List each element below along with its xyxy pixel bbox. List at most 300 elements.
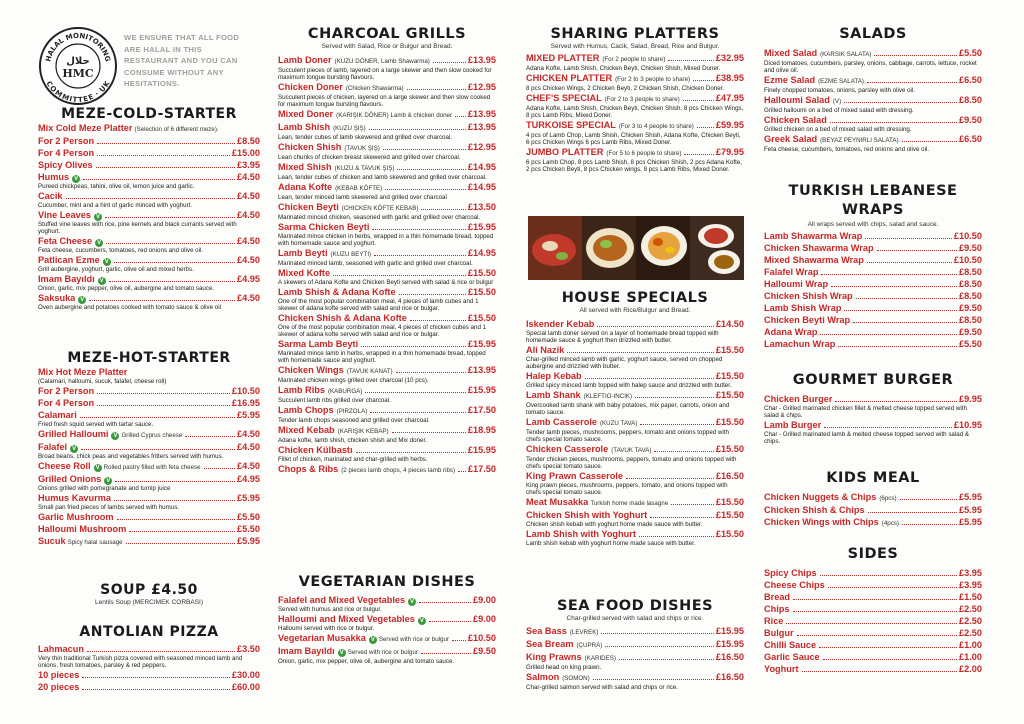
item-name: Sarma Lamb Beyti [278,339,359,349]
menu-item [278,425,496,444]
item-name: Halloumi Wrap [764,279,829,289]
menu-item-row [764,115,982,126]
dot-leader [654,451,713,452]
item-name: For 4 Person [38,398,95,408]
item-price: £4.95 [237,274,260,284]
menu-item-row [38,493,260,504]
item-translation: (KUZU DÖNER, Lamb Shawarma) [334,58,430,65]
item-name: Calamari [38,410,77,420]
item-price: £15.50 [715,371,744,381]
item-name: Garlic Sauce [764,652,820,662]
item-price: £30.00 [231,670,260,680]
dot-leader [374,255,466,256]
item-name: Lamb Shish & Adana Kofte [278,287,396,297]
halal-logo [38,26,118,106]
item-name: 20 pieces [38,682,80,692]
menu-item [526,417,744,443]
item-name: Vegetarian Musakka [278,633,366,643]
menu-item [38,293,260,311]
item-translation: (PIRZOLA) [336,408,368,415]
item-description: One of the most popular combination meal, 4 pieces of chicken cubes and 1 skewer of adana kofte served with salad and rice or bulgar. [278,324,487,338]
menu-item [764,394,982,419]
dot-leader [365,392,466,393]
charcoal-list [278,55,496,476]
item-name: Falafel [38,442,68,452]
wraps-title-line1: TURKISH LEBANESE [788,183,958,199]
item-price: £14.95 [467,182,496,192]
menu-item [278,313,496,338]
item-name: Imam Bayıldı [278,646,335,656]
menu-item [526,120,744,146]
item-name: Chicken Casserole [526,444,609,454]
item-description: Adana kofte, lamb shish, chicken shish and Mix doner. [278,437,427,444]
menu-item [764,231,982,242]
menu-item-row [526,652,744,664]
item-price: £16.95 [231,398,260,408]
item-description: Lean, tender minced lamb skewered and grilled over charcoal [278,194,447,201]
menu-item-row [278,162,496,174]
menu-item-row [278,248,496,260]
item-price: £4.50 [237,191,260,201]
menu-item-row [526,73,744,85]
item-translation: (KARIŞIK DÖNER) Lamb & chicken doner [336,112,453,119]
menu-item-row [278,142,496,154]
wraps-subtitle: All wraps served with chips, salad and sauce. [807,221,939,228]
item-name: MIXED PLATTER [526,53,600,63]
kids-list [764,492,982,529]
item-translation: (TAVUK TAVA) [611,447,652,454]
item-name: Halloumi and Mixed Vegetables [278,614,415,624]
item-name: Chicken Beyti [278,202,339,212]
item-translation: (KABURGA) [327,388,363,395]
item-description: Served with humus and rice or bulgur. [278,606,382,613]
item-translation: (KUZU TAVA) [599,420,638,427]
item-description: Grilled halloumi on a bed of mixed salad with dressing. [764,107,914,114]
menu-item-row [764,48,982,60]
item-price: £9.50 [959,115,982,125]
meze-hot-title: MEZE-HOT-STARTER [67,350,231,366]
item-price: £1.00 [959,652,982,662]
item-translation: (KARIŞIK KEBAP) [337,428,389,435]
item-price: £15.95 [467,222,496,232]
dot-leader [819,647,957,648]
dot-leader [433,62,466,63]
menu-item-row [38,255,260,266]
menu-item-row [526,120,744,132]
item-translation: (KUZU ŞIŞ) [333,125,366,132]
burger-list [764,394,982,445]
menu-item-row [38,512,260,523]
menu-item-row [764,505,982,516]
menu-item-row [38,410,260,421]
item-translation: (TAVUK ŞIŞ) [344,145,380,152]
dot-leader [97,393,230,394]
item-translation: (TAVUK KANAT) [346,368,393,375]
menu-item-row [526,147,744,159]
item-price: £17.50 [467,464,496,474]
dot-leader [835,401,957,402]
item-price: £5.50 [237,524,260,534]
dot-leader [105,217,235,218]
dot-leader [874,55,957,56]
dot-leader [97,405,230,406]
menu-item-row [764,394,982,405]
item-name: TURKOISE SPECIAL [526,120,616,130]
dot-leader [117,519,235,520]
menu-item [278,287,496,312]
dot-leader [109,281,235,282]
item-price: £9.00 [473,614,496,624]
vegetarian-icon: V [99,278,104,284]
menu-item-row [38,160,260,171]
menu-item-row [764,95,982,107]
item-name: Chicken Shish Wrap [764,291,853,301]
menu-item [764,75,982,94]
menu-item [38,398,260,409]
item-description: Onions grilled with pomegranate and turnip juice [38,485,171,492]
menu-item [38,191,260,209]
item-description: 8 pcs Chicken Wings, 2 Chicken Beyti, 2 Chicken Shish, Chicken Doner. [526,85,725,92]
item-price: £9.50 [959,327,982,337]
dot-leader [458,471,466,472]
dot-leader [407,89,466,90]
item-description: Adana Kofte, Lamb Shish, Chicken Beyti, Chicken Shish, 8 pcs Chicken Wings, 8 pcs Lamb Ribs, Mixed Doner. [526,105,744,119]
menu-item [278,162,496,181]
menu-item-row [38,148,260,159]
item-price: £2.50 [959,628,982,638]
item-name: Lamb Chops [278,405,334,415]
item-name: Chips [764,604,790,614]
item-name: Chicken Beyti Wrap [764,315,851,325]
menu-item [278,182,496,201]
menu-item-row [38,191,260,202]
item-name: Lamb Shish [278,122,331,132]
item-name: Feta Cheese [38,236,93,246]
menu-item [526,53,744,72]
menu-item-row [526,510,744,521]
item-price: £2.00 [959,664,982,674]
menu-item [38,210,260,235]
menu-item-row [278,595,496,606]
column-1 [38,0,260,724]
menu-item-row [526,529,744,540]
item-translation: (For 2 to 3 people to share) [615,76,691,83]
item-description: Grilled spicy minced lamb topped with halep sauce and drizzled with butter. [526,382,732,389]
item-name: Chicken Burger [764,394,833,404]
item-description: Char - Grilled marinated chicken fillet & melted cheese topped served with salad & chips. [764,405,967,419]
item-description: Small pan fried pieces of lambs served with humus. [38,504,180,511]
item-name: For 2 Person [38,386,95,396]
item-translation: (CHICKEN KÖFTE KEBAB) [341,205,419,212]
item-translation: (KEBAB KÖFTE) [335,185,383,192]
item-price: £4.50 [237,429,260,439]
item-description: Onion, garlic, mix pepper, olive oil, aubergine and tomato sauce. [38,285,215,292]
menu-item-row [764,420,982,431]
dot-leader [429,621,471,622]
item-description: 6 pcs Lamb Chop, 8 pcs Lamb Shish, 8 pcs Chicken Shish, 2 pcs Adana Kofte, 2 pcs Chicken Beyti, 8 pcs Chicken wings, 8 pcs Lamb Ribs, Mixed Doner. [526,159,742,173]
menu-item [278,385,496,404]
item-price: £9.50 [959,303,982,313]
item-price: £4.50 [237,293,260,303]
item-name: Ezme Salad [764,75,816,85]
dot-leader [605,646,714,647]
menu-item [38,123,260,135]
burger-title: GOURMET BURGER [792,372,954,388]
vegetarian-icon: V [106,478,111,484]
menu-item [526,497,744,509]
item-price: £15.50 [715,390,744,400]
menu-item-row [764,291,982,302]
item-description: Lean, tender cubes of lamb skewered and grilled over charcoal. [278,134,453,141]
meze-cold-list [38,123,260,311]
menu-item [526,639,744,651]
dot-leader [585,378,714,379]
menu-item [764,505,982,516]
item-name: Chicken Külbastı [278,445,353,455]
menu-item [38,644,260,669]
menu-item-row [526,345,744,356]
item-description: Tender chicken pieces, mushrooms, peppers, tomato and onions topped with chefs special tomato sauce. [526,456,737,470]
dot-leader [421,653,471,654]
item-price: £10.50 [953,255,982,265]
dot-leader [385,189,466,190]
item-price: £10.50 [231,386,260,396]
house-subtitle: All served with Rice/Bulgur and Bread. [579,307,691,314]
dot-leader [844,102,957,103]
meze-cold-title: MEZE-COLD-STARTER [61,106,237,122]
item-description: Grilled chicken on a bed of mixed salad with dressing. [764,126,912,133]
item-price: £15.50 [467,287,496,297]
menu-item-row [278,182,496,194]
item-name: Halloumi Salad [764,95,830,105]
menu-item-row [38,461,260,473]
menu-item [764,134,982,153]
menu-item [38,682,260,693]
menu-item [38,536,260,548]
vegetarian-icon: V [95,214,100,220]
dot-leader [455,116,466,117]
vegetarian-icon: V [95,465,100,471]
menu-item [278,445,496,463]
vegetarian-icon: V [97,240,102,246]
item-price: £38.95 [715,73,744,83]
logo-bottom-text: COMMITTEE · UK [44,79,112,105]
item-translation: (For 2 to 3 people to share) [604,96,680,103]
menu-item-row [526,417,744,429]
dot-leader [856,298,957,299]
item-translation: (EZME SALATA) [818,78,864,85]
menu-item [526,626,744,638]
dot-leader [372,229,465,230]
vegetarian-icon: V [370,637,375,643]
item-price: £12.95 [467,142,496,152]
item-translation: (KARSIK SALATA) [820,51,872,58]
vegetarian-icon: V [419,618,424,624]
item-name: Adana Wrap [764,327,818,337]
logo-center: HMC [62,67,94,80]
item-name: Yoghurt [764,664,799,674]
item-price: £15.95 [715,639,744,649]
menu-item-row [526,444,744,456]
wraps-title [764,182,982,220]
menu-item-row [526,497,744,509]
menu-item [764,95,982,114]
menu-item [278,633,496,645]
item-name: 10 pieces [38,670,80,680]
dot-leader [828,587,957,588]
column-2 [278,0,496,724]
item-price: £10.95 [953,420,982,430]
dot-leader [421,209,465,210]
item-price: £13.95 [467,109,496,119]
menu-item [38,461,260,473]
item-translation: (V) [832,98,842,105]
item-name: Lamb Doner [278,55,332,65]
item-price: £16.50 [715,652,744,662]
item-translation: (LEVREK) [569,629,599,636]
dot-leader [838,346,957,347]
menu-item-row [764,664,982,675]
dot-leader [684,154,713,155]
item-description: Marinated mince lamb in herbs, wrapped in a thin homemade bread, topped with homemade sauce and yoghurt. [278,350,486,364]
dot-leader [877,250,957,251]
menu-item [38,493,260,511]
item-price: £1.00 [959,640,982,650]
item-name: Chicken Shish & Adana Kofte [278,313,407,323]
dot-leader [802,671,957,672]
menu-item-row [38,682,260,693]
vegetarian-icon: V [72,446,77,452]
item-translation: (2 pieces lamb chops, 4 pieces lamb ribs) [341,467,456,474]
dot-leader [693,80,714,81]
menu-item [526,147,744,173]
menu-item [526,319,744,344]
dot-leader [786,623,957,624]
menu-item [278,122,496,141]
dot-leader [399,294,466,295]
menu-item [526,652,744,671]
menu-item [38,172,260,190]
menu-item-row [38,236,260,247]
menu-item [526,73,744,92]
item-name: Chilli Sauce [764,640,817,650]
dot-leader [867,82,957,83]
menu-item-row [764,243,982,254]
item-description: Lean chunks of chicken breast skewered and grilled over charcoal. [278,154,461,161]
menu-item-row [526,626,744,638]
menu-item-row [526,390,744,402]
item-description: Oven aubergine and potatoes cooked with tomato sauce & olive oil [38,304,221,311]
item-description: Grilled head on king prawn. [526,664,602,671]
item-name: Cacik [38,191,63,201]
menu-item-row [526,93,744,105]
menu-item-row [764,315,982,326]
dot-leader [820,334,957,335]
item-price: £15.50 [715,497,744,507]
vegetarian-list [278,595,496,665]
menu-item [526,93,744,119]
dot-leader [823,659,957,660]
item-description: Chicken shish kebab with yoghurt home made sauce with butter. [526,521,703,528]
item-translation: (KUZU & TAVUK ŞIŞ) [334,165,395,172]
menu-item-row [764,134,982,146]
item-description: Succulent lamb ribs grilled over charcoal. [278,397,391,404]
item-name: Salmon [526,672,560,682]
dot-leader [593,679,714,680]
menu-item-row [38,274,260,285]
menu-item-row [38,429,260,441]
item-price: £8.50 [237,136,260,146]
menu-item-row [764,327,982,338]
menu-item [38,670,260,681]
menu-item [764,339,982,350]
item-description: Overcooked lamb shank with baby potatoes, mix paper, carrots, onion and tomato sauce. [526,402,730,416]
item-name: Rice [764,616,784,626]
menu-item [38,442,260,460]
menu-item-row [278,425,496,437]
menu-item-row [38,386,260,397]
menu-item-row [38,210,260,221]
menu-item-row [764,640,982,651]
menu-item-row [38,442,260,453]
item-description: A skewers of Adana Kofte and Chicken Beyti served with salad & rice or bulgur [278,279,494,286]
item-price: £8.50 [959,279,982,289]
menu-item [764,517,982,529]
menu-item [278,248,496,267]
item-price: £3.95 [959,580,982,590]
item-name: Saksuka [38,293,76,303]
menu-item-row [278,365,496,377]
menu-item-row [764,568,982,579]
menu-item-row [764,652,982,663]
item-price: £3.95 [959,568,982,578]
item-price: £16.50 [715,672,744,682]
item-name: Chicken Shish [278,142,342,152]
menu-item [278,365,496,384]
menu-item [526,444,744,470]
menu-item-row [38,293,260,304]
dot-leader [83,179,235,180]
dot-leader [397,169,465,170]
item-name: Chicken Shish & Chips [764,505,865,515]
menu-item [526,371,744,389]
menu-item [764,628,982,639]
item-description: (Calamari, halloumi, sucuk, falafel, cheese roll) [38,378,167,385]
dot-leader [697,127,714,128]
menu-item-row [278,82,496,94]
item-name: Grilled Onions [38,474,102,484]
item-name: Lamb Casserole [526,417,597,427]
salads-list [764,48,982,153]
item-price: £6.50 [959,75,982,85]
dot-leader [865,238,952,239]
column-3 [526,0,744,724]
dot-leader [671,504,714,505]
item-name: Iskender Kebab [526,319,595,329]
item-name: Garlic Mushroom [38,512,114,522]
dot-leader [82,689,230,690]
item-price: £10.50 [467,633,496,643]
menu-item [764,568,982,579]
menu-item-row [38,670,260,681]
menu-item-row [764,255,982,266]
item-description: Marinated minced lamb, seasoned with garlic and grilled over charcoal. [278,260,473,267]
vegetarian-icon: V [113,433,118,439]
menu-item-row [278,109,496,121]
item-price: £15.50 [715,417,744,427]
item-translation: (ÇUPRA) [576,642,603,649]
item-description: Cucumber, mint and a hint of garlic minced with yoghurt. [38,202,193,209]
